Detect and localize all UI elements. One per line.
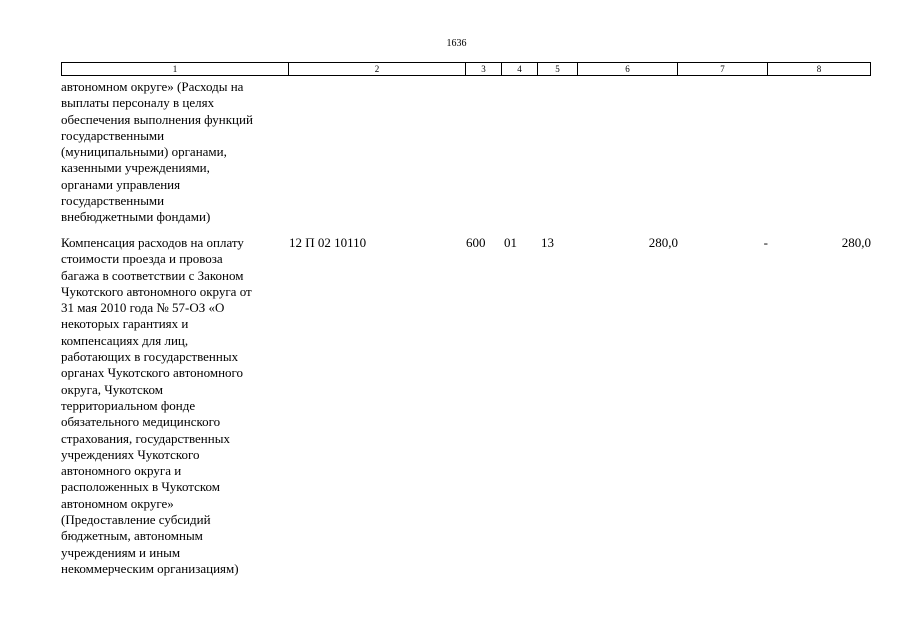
- row-expense-type: 600: [466, 235, 486, 250]
- column-number-1: 1: [62, 63, 289, 75]
- row-amount-col6: 280,0: [648, 235, 678, 250]
- row-section: 01: [504, 235, 517, 250]
- column-number-7: 7: [678, 63, 768, 75]
- page-number: 1636: [446, 38, 467, 49]
- row-subsection: 13: [541, 235, 554, 250]
- row-description: Компенсация расходов на оплату стоимости проезда и провоза багажа в соответствии с Законом Чукотского автономного округа от 31 мая 2010 года № 57-ОЗ «О некоторых гарантиях и компенсациях для лиц, работающих в государственных органах Чукотского автономного округа, Чукотском территориальном фонде обязательного медицинского страхования, государственных учреждениях Чукотского автономного округа и расположенных в Чукотском автономном округе» (Предоставление субсидий бюджетным, автономным учреждениям и иным некоммерческим организациям): [61, 235, 252, 576]
- column-number-8: 8: [768, 63, 871, 75]
- row-target-code: 12 П 02 10110: [289, 235, 367, 250]
- table-column-header-row: [61, 62, 871, 76]
- column-number-3: 3: [466, 63, 502, 75]
- row-amount-col7: -: [763, 235, 768, 250]
- column-number-2: 2: [289, 63, 466, 75]
- row-amount-col8: 280,0: [841, 235, 871, 250]
- row-description: автономном округе» (Расходы на выплаты персоналу в целях обеспечения выполнения функций государственными (муниципальными) органами, казенными учреждениями, органами управления государственными внебюджетными фондами): [61, 79, 253, 225]
- column-number-5: 5: [538, 63, 578, 75]
- column-number-4: 4: [502, 63, 538, 75]
- column-number-6: 6: [578, 63, 678, 75]
